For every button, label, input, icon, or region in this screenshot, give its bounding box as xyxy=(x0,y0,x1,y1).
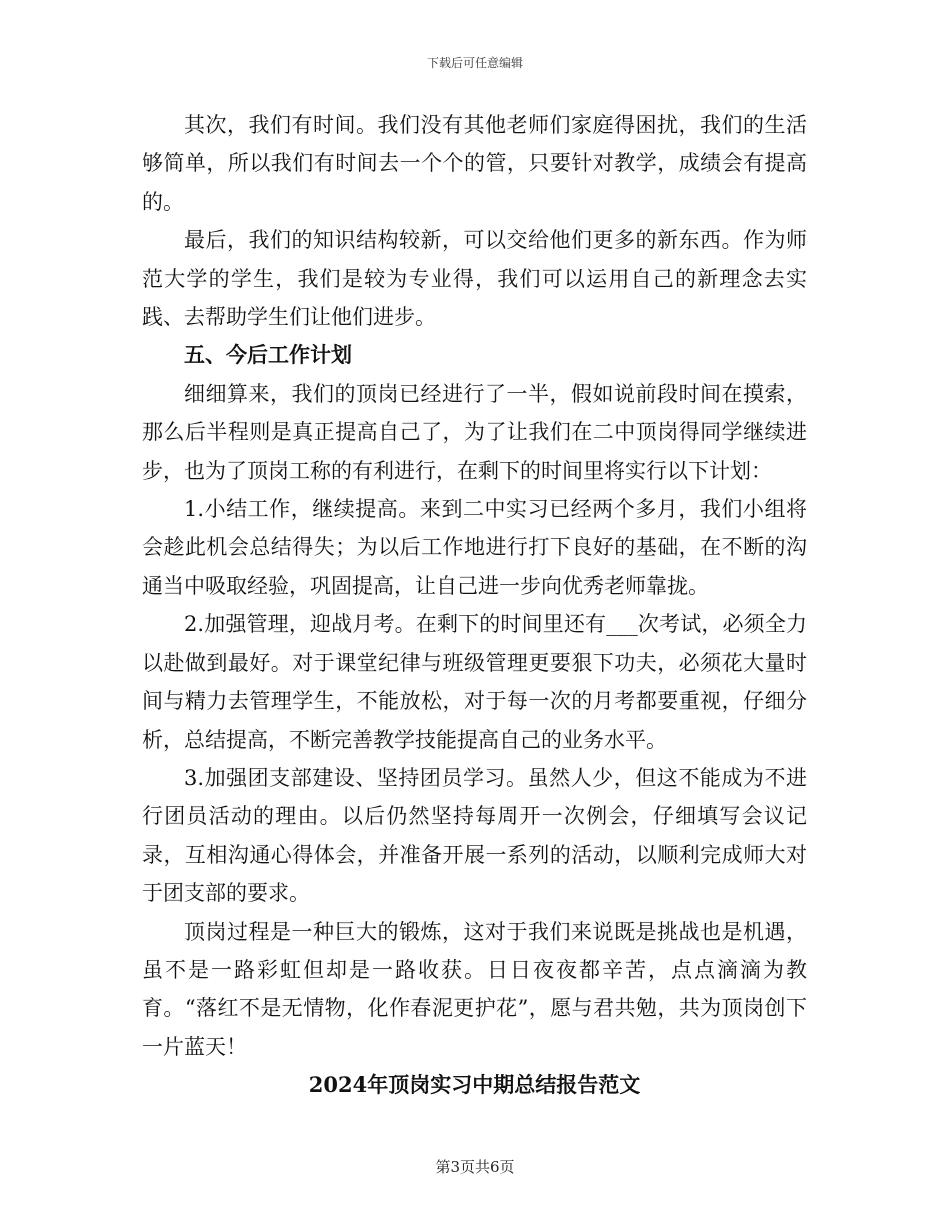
paragraph-time: 其次，我们有时间。我们没有其他老师们家庭得困扰，我们的生活够简单，所以我们有时间去一个个的管，只要针对教学，成绩会有提高的。 xyxy=(142,113,807,214)
section-heading-plan: 五、今后工作计划 xyxy=(184,342,352,368)
paragraph-plan-item-1: 1.小结工作，继续提高。来到二中实习已经两个多月，我们小组将会趁此机会总结得失；为以后工作地进行打下良好的基础，在不断的沟通当中吸取经验，巩固提高，让自己进一步向优秀老师靠拢。 xyxy=(142,497,807,598)
paragraph-knowledge: 最后，我们的知识结构较新，可以交给他们更多的新东西。作为师范大学的学生，我们是较为专业得，我们可以运用自己的新理念去实践、去帮助学生们让他们进步。 xyxy=(142,228,807,330)
paragraph-closing: 顶岗过程是一种巨大的锻炼，这对于我们来说既是挑战也是机遇，虽不是一路彩虹但却是一路收获。日日夜夜都辛苦，点点滴滴为教育。“落红不是无情物，化作春泥更护花”，愿与君共勉，共为顶岗创下一片蓝天！ xyxy=(142,919,807,1059)
paragraph-plan-intro: 细细算来，我们的顶岗已经进行了一半，假如说前段时间在摸索，那么后半程则是真正提高自己了，为了让我们在二中顶岗得同学继续进步，也为了顶岗工称的有利进行，在剩下的时间里将实行以下计划： xyxy=(142,381,807,483)
page-number: 第3页共6页 xyxy=(435,1158,515,1176)
next-article-title: 2024年顶岗实习中期总结报告范文 xyxy=(308,1072,641,1098)
paragraph-plan-item-3: 3.加强团支部建设、坚持团员学习。虽然人少，但这不能成为不进行团员活动的理由。以后仍然坚持每周开一次例会，仔细填写会议记录，互相沟通心得体会，并准备开展一系列的活动，以顺利完成师大对于团支部的要求。 xyxy=(142,765,807,906)
page-header: 下载后可任意编辑 xyxy=(426,56,523,70)
paragraph-plan-item-2: 2.加强管理，迎战月考。在剩下的时间里还有___次考试，必须全力以赴做到最好。对于课堂纪律与班级管理更要狠下功夫，必须花大量时间与精力去管理学生，不能放松，对于每一次的月考都要重视，仔细分析，总结提高，不断完善教学技能提高自己的业务水平。 xyxy=(142,612,807,752)
document-body xyxy=(142,106,807,1105)
